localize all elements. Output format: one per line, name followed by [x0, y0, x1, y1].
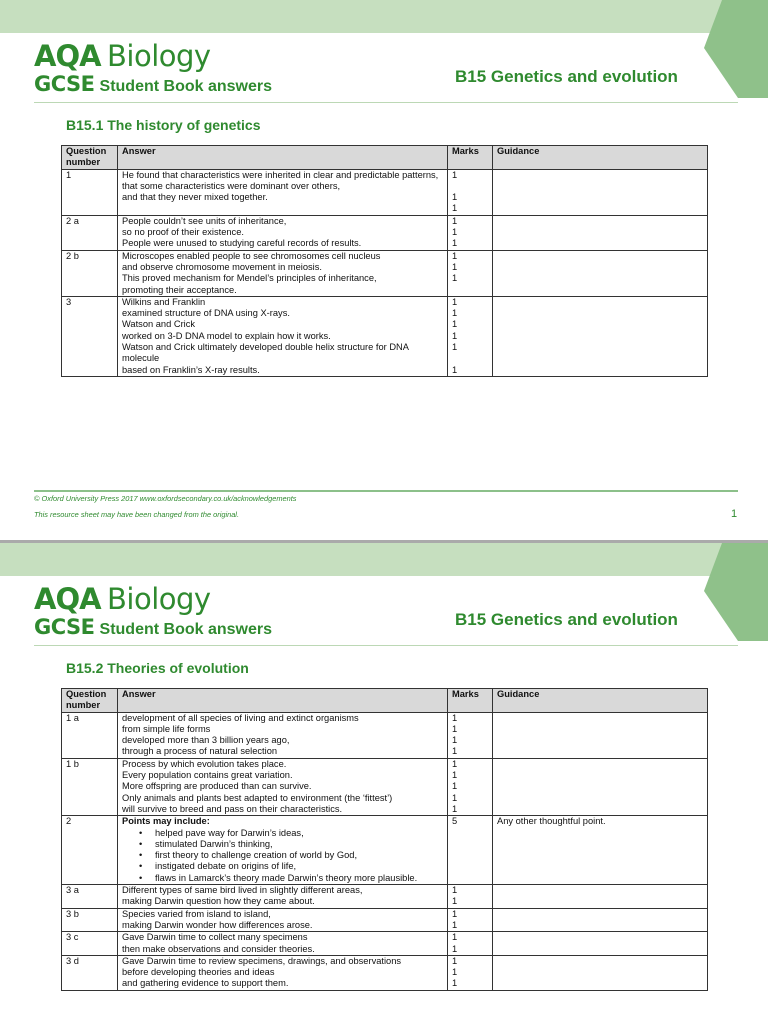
answer-line: development of all species of living and extinct organisms	[122, 712, 359, 723]
point-item: • stimulated Darwin’s thinking,	[136, 839, 443, 850]
question-number: 3 d	[62, 955, 118, 990]
header-guidance: Guidance	[493, 146, 708, 170]
mark-value: 1	[452, 943, 458, 954]
answer-line: from simple life forms	[122, 723, 211, 734]
logo-gcse: GCSE	[34, 72, 95, 96]
header-answer: Answer	[118, 689, 448, 713]
marks-cell	[448, 712, 493, 758]
marks-cell	[448, 932, 493, 956]
answer-cell	[118, 169, 448, 215]
answer-line: This proved mechanism for Mendel’s principles of inheritance,	[122, 273, 377, 284]
table-row	[62, 816, 708, 885]
answer-line: Microscopes enabled people to see chromosomes cell nucleus	[122, 250, 381, 261]
marks-cell	[448, 955, 493, 990]
header-answer: Answer	[118, 146, 448, 170]
subtitle: Student Book answers	[99, 621, 272, 638]
marks-cell	[448, 169, 493, 215]
marks-cell	[448, 250, 493, 296]
marks-cell	[448, 816, 493, 885]
answer-line: Species varied from island to island,	[122, 908, 271, 919]
mark-value: 1	[452, 792, 458, 803]
answer-cell	[118, 250, 448, 296]
mark-value: 1	[452, 215, 458, 226]
answer-line: before developing theories and ideas	[122, 967, 275, 978]
mark-value: 1	[452, 758, 458, 769]
mark-value: 1	[452, 342, 458, 353]
header-marks: Marks	[448, 146, 493, 170]
mark-value: 1	[452, 885, 458, 896]
mark-value: 5	[452, 816, 458, 827]
answer-line: then make observations and consider theories.	[122, 943, 315, 954]
guidance-cell: Any other thoughtful point.	[493, 816, 708, 885]
section-title: B15.1 The history of genetics	[66, 117, 261, 133]
logo-gcse: GCSE	[34, 615, 95, 639]
mark-value: 1	[452, 919, 458, 930]
mark-value: 1	[452, 712, 458, 723]
answer-line: making Darwin question how they came about.	[122, 896, 315, 907]
answer-cell	[118, 758, 448, 815]
answer-line: and gathering evidence to support them.	[122, 978, 289, 989]
guidance-cell	[493, 215, 708, 250]
point-item: • instigated debate on origins of life,	[136, 861, 443, 872]
question-number: 3 c	[62, 932, 118, 956]
mark-value: 1	[452, 803, 458, 814]
mark-value: 1	[452, 955, 458, 966]
answer-line: He found that characteristics were inherited in clear and predictable patterns,	[122, 169, 439, 180]
question-number: 2 a	[62, 215, 118, 250]
point-item: • first theory to challenge creation of world by God,	[136, 850, 443, 861]
answer-line: based on Franklin’s X-ray results.	[122, 364, 260, 375]
page-number: 1	[731, 508, 738, 520]
marks-cell	[448, 908, 493, 932]
answer-line: worked on 3‑D DNA model to explain how it works.	[122, 330, 331, 341]
question-number: 1 a	[62, 712, 118, 758]
mark-value: 1	[452, 203, 458, 214]
table-row	[62, 932, 708, 956]
answer-line: Watson and Crick	[122, 319, 196, 330]
answer-line: that some characteristics were dominant over others,	[122, 180, 341, 191]
answers-table	[61, 688, 708, 991]
table-row	[62, 169, 708, 215]
marks-cell	[448, 296, 493, 376]
header-question: Question number	[62, 146, 118, 170]
answer-line: Gave Darwin time to collect many specimens	[122, 932, 308, 943]
table-row	[62, 885, 708, 909]
mark-value: 1	[452, 781, 458, 792]
table-row	[62, 908, 708, 932]
corner-decoration	[704, 0, 768, 98]
question-number: 2 b	[62, 250, 118, 296]
mark-value: 1	[452, 932, 458, 943]
answer-cell	[118, 932, 448, 956]
answer-line: Only animals and plants best adapted to environment (the ‘fittest’)	[122, 792, 393, 803]
mark-value: 1	[452, 169, 458, 180]
points-list	[122, 828, 443, 884]
question-number: 1 b	[62, 758, 118, 815]
answer-cell	[118, 215, 448, 250]
marks-spacer	[452, 353, 488, 364]
table-row	[62, 712, 708, 758]
answer-line: and observe chromosome movement in meiosis.	[122, 261, 322, 272]
aqa-biology-logo	[34, 584, 272, 639]
answer-line: and that they never mixed together.	[122, 192, 268, 203]
mark-value: 1	[452, 330, 458, 341]
corner-decoration	[704, 543, 768, 641]
answer-line: will survive to breed and pass on their characteristics.	[122, 803, 343, 814]
header-rule	[34, 645, 738, 646]
table-row	[62, 215, 708, 250]
footer-rule	[34, 490, 738, 492]
logo-aqa: AQA	[34, 39, 101, 73]
header-band	[0, 543, 768, 576]
header-rule	[34, 102, 738, 103]
marks-cell	[448, 215, 493, 250]
footer-disclaimer: This resource sheet may have been changed from the original.	[34, 510, 239, 519]
question-number: 3	[62, 296, 118, 376]
chapter-title: B15 Genetics and evolution	[455, 610, 678, 629]
mark-value: 1	[452, 296, 458, 307]
point-item: • helped pave way for Darwin’s ideas,	[136, 828, 443, 839]
answer-line: examined structure of DNA using X-rays.	[122, 308, 290, 319]
question-number: 3 a	[62, 885, 118, 909]
answer-line: Every population contains great variation.	[122, 770, 293, 781]
marks-spacer	[452, 181, 488, 192]
answer-line: developed more than 3 billion years ago,	[122, 735, 290, 746]
marks-cell	[448, 885, 493, 909]
question-number: 3 b	[62, 908, 118, 932]
mark-value: 1	[452, 238, 458, 249]
table-row	[62, 955, 708, 990]
mark-value: 1	[452, 261, 458, 272]
answer-cell	[118, 816, 448, 885]
question-number: 1	[62, 169, 118, 215]
answer-line: making Darwin wonder how differences arose.	[122, 919, 313, 930]
header-question: Question number	[62, 689, 118, 713]
mark-value: 1	[452, 735, 458, 746]
mark-value: 1	[452, 192, 458, 203]
answers-table	[61, 145, 708, 377]
guidance-cell	[493, 955, 708, 990]
answer-line: People couldn’t see units of inheritance,	[122, 215, 287, 226]
table-row	[62, 758, 708, 815]
guidance-cell	[493, 712, 708, 758]
mark-value: 1	[452, 746, 458, 757]
answer-line: Process by which evolution takes place.	[122, 758, 287, 769]
logo-biology: Biology	[107, 39, 211, 73]
mark-value: 1	[452, 227, 458, 238]
answer-line: Wilkins and Franklin	[122, 296, 206, 307]
guidance-cell	[493, 908, 708, 932]
mark-value: 1	[452, 978, 458, 989]
answer-cell	[118, 885, 448, 909]
mark-value: 1	[452, 250, 458, 261]
logo-biology: Biology	[107, 582, 211, 616]
chapter-title: B15 Genetics and evolution	[455, 67, 678, 86]
mark-value: 1	[452, 770, 458, 781]
guidance-cell	[493, 296, 708, 376]
answer-line: Gave Darwin time to review specimens, drawings, and observations	[122, 955, 402, 966]
mark-value: 1	[452, 896, 458, 907]
answer-line: People were unused to studying careful records of results.	[122, 238, 362, 249]
answer-line: so no proof of their existence.	[122, 227, 244, 238]
header-marks: Marks	[448, 689, 493, 713]
answer-line: through a process of natural selection	[122, 746, 278, 757]
page-2	[0, 543, 768, 1024]
mark-value: 1	[452, 364, 458, 375]
answer-cell	[118, 955, 448, 990]
answer-cell	[118, 908, 448, 932]
section-title: B15.2 Theories of evolution	[66, 660, 249, 676]
mark-value: 1	[452, 273, 458, 284]
answer-line: Different types of same bird lived in slightly different areas,	[122, 885, 363, 896]
answer-heading: Points may include:	[122, 816, 210, 827]
answer-cell	[118, 712, 448, 758]
mark-value: 1	[452, 308, 458, 319]
aqa-biology-logo	[34, 41, 272, 96]
marks-cell	[448, 758, 493, 815]
answer-cell	[118, 296, 448, 376]
guidance-cell	[493, 169, 708, 215]
guidance-cell	[493, 250, 708, 296]
guidance-cell	[493, 758, 708, 815]
point-item: • flaws in Lamarck’s theory made Darwin’s theory more plausible.	[136, 873, 443, 884]
header-band	[0, 0, 768, 33]
subtitle: Student Book answers	[99, 78, 272, 95]
mark-value: 1	[452, 319, 458, 330]
question-number: 2	[62, 816, 118, 885]
mark-value: 1	[452, 908, 458, 919]
mark-value: 1	[452, 723, 458, 734]
table-row	[62, 296, 708, 376]
mark-value: 1	[452, 967, 458, 978]
answer-line: More offspring are produced than can survive.	[122, 781, 312, 792]
answer-line: promoting their acceptance.	[122, 284, 237, 295]
header-guidance: Guidance	[493, 689, 708, 713]
answer-line: Watson and Crick ultimately developed double helix structure for DNA molecule	[122, 342, 409, 364]
guidance-cell	[493, 932, 708, 956]
logo-aqa: AQA	[34, 582, 101, 616]
footer-copyright: © Oxford University Press 2017 www.oxfordsecondary.co.uk/acknowledgements	[34, 494, 297, 503]
table-row	[62, 250, 708, 296]
guidance-cell	[493, 885, 708, 909]
